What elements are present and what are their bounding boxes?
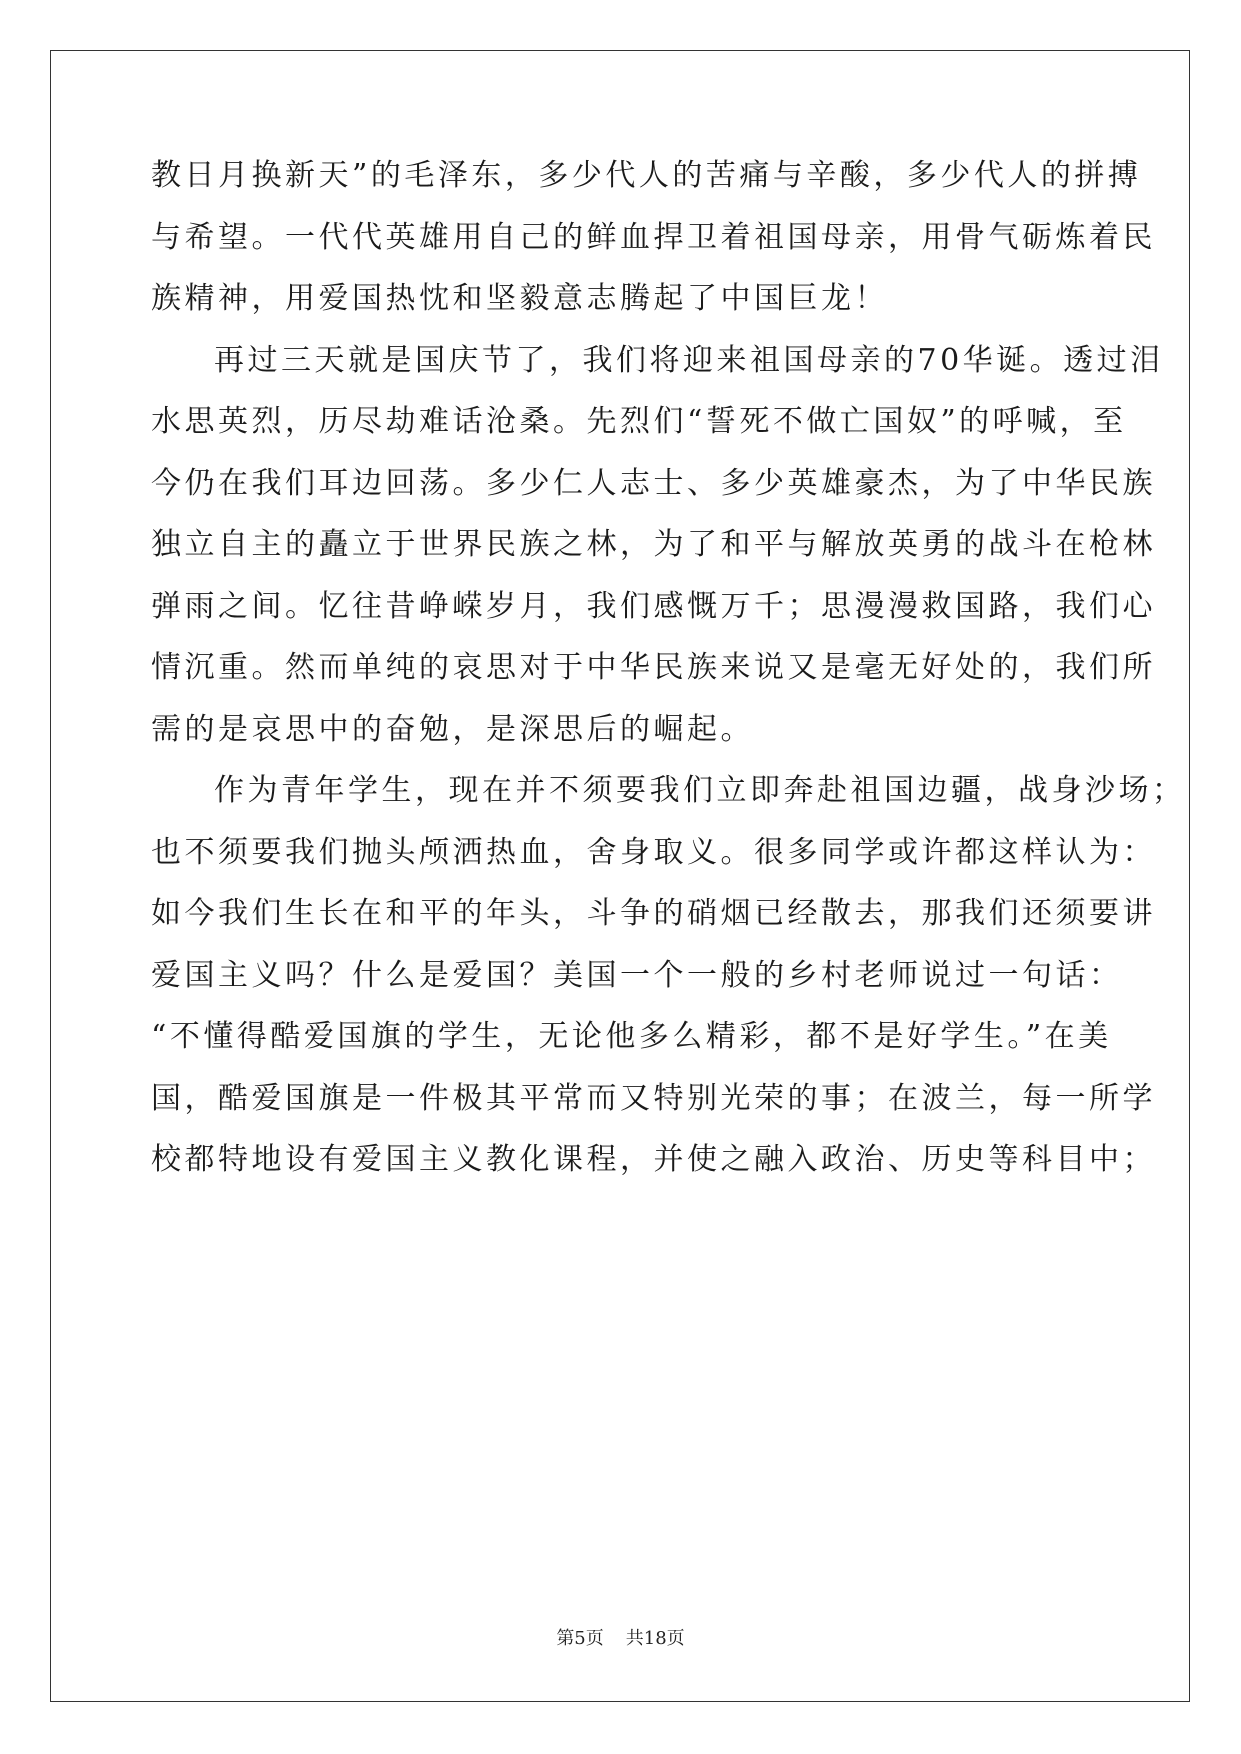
document-body (151, 155, 1186, 1201)
page-number: 第5页 (556, 1628, 604, 1649)
text-line: 弹雨之间。忆往昔峥嵘岁月，我们感慨万千；思漫漫救国路，我们心 (151, 588, 1156, 624)
text-line: 如今我们生长在和平的年头，斗争的硝烟已经散去，那我们还须要讲 (151, 896, 1156, 931)
text-line: 需的是哀思中的奋勉，是深思后的崛起。 (151, 711, 754, 747)
page-footer (0, 1624, 1241, 1650)
text-line: 族精神，用爱国热忱和坚毅意志腾起了中国巨龙！ (151, 281, 888, 316)
text-line: 情沉重。然而单纯的哀思对于中华民族来说又是毫无好处的，我们所 (151, 650, 1156, 685)
text-line: “不懂得酷爱国旗的学生，无论他多么精彩，都不是好学生。”在美 (151, 1019, 1112, 1054)
paragraph-start-line: 作为青年学生，现在并不须要我们立即奔赴祖国边疆，战身沙场； (214, 773, 1186, 808)
text-line: 校都特地设有爱国主义教化课程，并使之融入政治、历史等科目中； (151, 1142, 1156, 1177)
text-line: 国，酷爱国旗是一件极其平常而又特别光荣的事；在波兰，每一所学 (151, 1080, 1156, 1116)
text-line: 爱国主义吗？什么是爱国？美国一个一般的乡村老师说过一句话： (151, 957, 1123, 993)
text-line: 与希望。一代代英雄用自己的鲜血捍卫着祖国母亲，用骨气砺炼着民 (151, 219, 1156, 255)
text-line: 独立自主的矗立于世界民族之林，为了和平与解放英勇的战斗在枪林 (151, 527, 1156, 562)
text-line: 水思英烈，历尽劫难话沧桑。先烈们“誓死不做亡国奴”的呼喊，至 (151, 404, 1127, 439)
text-line: 教日月换新天”的毛泽东，多少代人的苦痛与辛酸，多少代人的拼搏 (151, 158, 1142, 193)
text-line: 今仍在我们耳边回荡。多少仁人志士、多少英雄豪杰，为了中华民族 (151, 465, 1156, 501)
text-line: 也不须要我们抛头颅洒热血，舍身取义。很多同学或许都这样认为： (151, 834, 1156, 870)
page-total: 共18页 (625, 1628, 685, 1649)
paragraph-start-line: 再过三天就是国庆节了，我们将迎来祖国母亲的70华诞。透过泪 (214, 342, 1164, 378)
